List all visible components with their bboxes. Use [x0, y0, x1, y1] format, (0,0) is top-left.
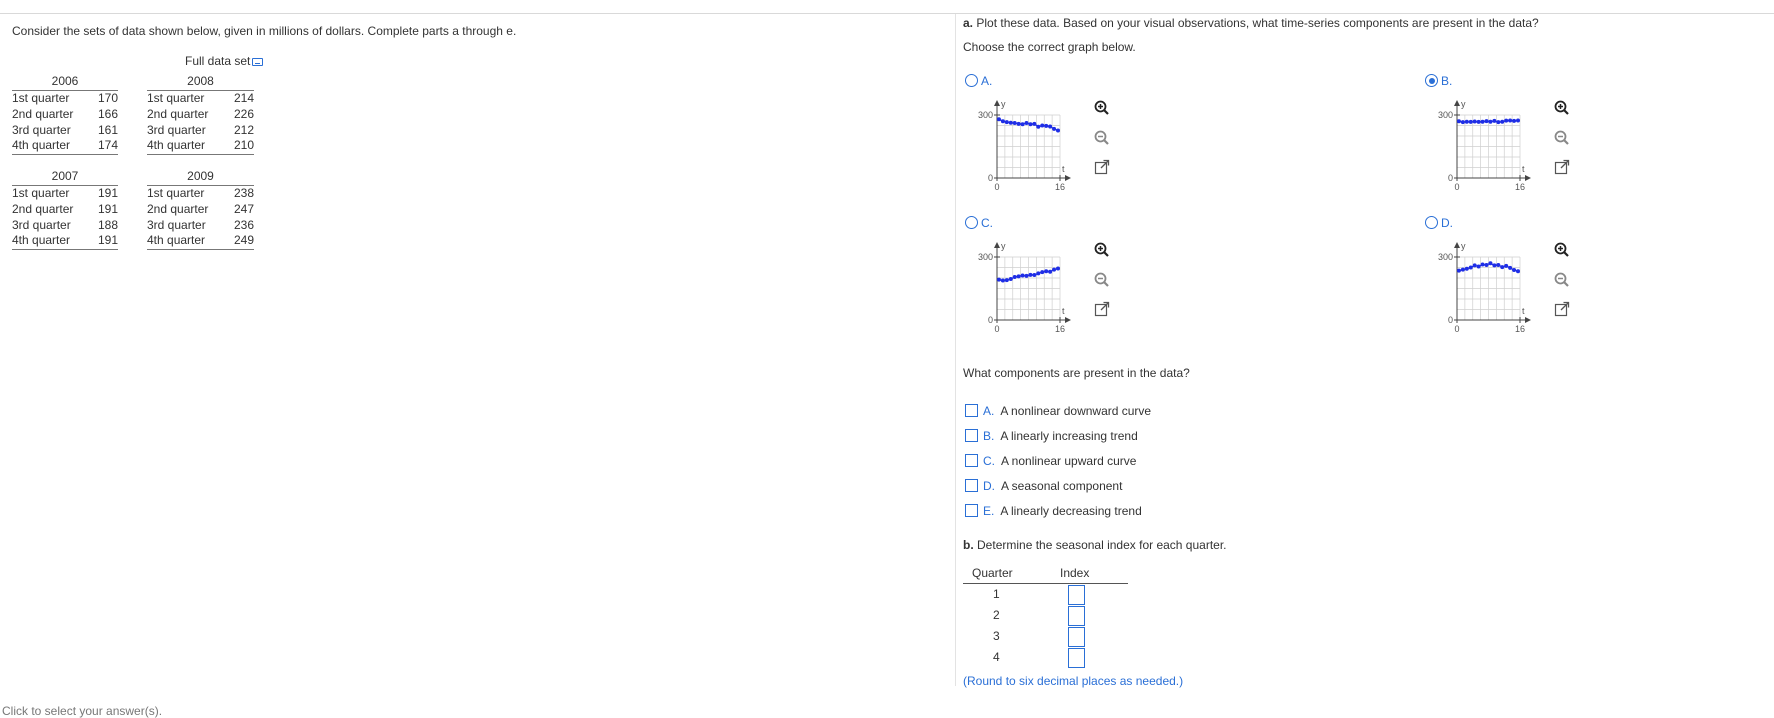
- lens-handle: [1104, 282, 1108, 286]
- quarter-label: 1st quarter: [147, 90, 205, 105]
- seasonal-index-table: [963, 564, 1128, 668]
- data-point: [1056, 267, 1060, 271]
- x-tick-label: 16: [1054, 324, 1066, 334]
- lens-handle: [1564, 140, 1568, 144]
- graph-option-b[interactable]: [1425, 74, 1452, 88]
- option-letter: B.: [1441, 74, 1453, 88]
- index-row: [963, 626, 1128, 647]
- y-axis-arrow: [1454, 242, 1460, 248]
- option-letter: A.: [981, 74, 993, 88]
- quarter-value: 191: [97, 185, 118, 200]
- x-axis-name: t: [1522, 164, 1525, 174]
- data-point: [1469, 266, 1473, 270]
- select-answer-hint: Click to select your answer(s).: [2, 704, 163, 718]
- x-axis-arrow: [1065, 317, 1071, 323]
- data-point: [1040, 124, 1044, 128]
- y-tick-label: 300: [1437, 252, 1453, 262]
- component-option-b[interactable]: [965, 429, 1138, 443]
- popup-window-icon: [252, 58, 263, 66]
- checkbox-icon[interactable]: [965, 454, 978, 467]
- x-tick-label: 0: [994, 182, 1000, 192]
- data-point: [1017, 274, 1021, 278]
- x-axis-arrow: [1525, 317, 1531, 323]
- y-axis-name: y: [1461, 99, 1466, 109]
- y-axis-name: y: [1001, 241, 1006, 251]
- index-input-q3[interactable]: [1068, 627, 1085, 647]
- data-point: [1457, 119, 1461, 123]
- y-tick-label: 300: [977, 110, 993, 120]
- y-axis-name: y: [1461, 241, 1466, 251]
- checkbox-icon[interactable]: [965, 404, 978, 417]
- data-point: [1473, 263, 1477, 267]
- y-axis-name: y: [1001, 99, 1006, 109]
- quarter-label: 2nd quarter: [147, 201, 209, 216]
- data-point: [1009, 121, 1013, 125]
- option-letter: D.: [983, 479, 995, 493]
- components-question: What components are present in the data?: [963, 366, 1190, 380]
- data-point: [1485, 119, 1489, 123]
- panel-divider: [955, 14, 956, 686]
- data-point: [1044, 269, 1048, 273]
- table-year: 2006: [12, 74, 118, 90]
- data-point: [1032, 122, 1036, 126]
- data-point: [1504, 264, 1508, 268]
- quarter-label: 4th quarter: [12, 138, 97, 154]
- zoom-out-icon-glyph: [1552, 128, 1572, 148]
- quarter-value: 249: [233, 233, 254, 248]
- option-letter: E.: [983, 504, 995, 518]
- part-a-label: a.: [963, 16, 974, 30]
- zoom-out-icon[interactable]: [1092, 128, 1112, 148]
- quarter-number: 2: [993, 608, 1000, 622]
- zoom-out-icon[interactable]: [1552, 128, 1572, 148]
- quarter-value: 170: [97, 90, 118, 105]
- full-data-set-label: Full data set: [185, 54, 251, 68]
- zoom-in-icon-glyph: [1092, 240, 1112, 260]
- data-point: [1001, 119, 1005, 123]
- open-new-window-icon[interactable]: [1552, 157, 1572, 177]
- lens-handle: [1564, 282, 1568, 286]
- data-point: [1056, 129, 1060, 133]
- option-text: A nonlinear downward curve: [1000, 404, 1152, 418]
- zoom-out-icon[interactable]: [1092, 270, 1112, 290]
- data-point: [1005, 120, 1009, 124]
- option-letter: B.: [983, 429, 995, 443]
- zoom-in-icon-glyph: [1552, 98, 1572, 118]
- quarter-value: 236: [233, 217, 254, 232]
- zoom-in-icon[interactable]: [1552, 240, 1572, 260]
- open-new-window-icon-glyph: [1092, 157, 1112, 177]
- index-input-q2[interactable]: [1068, 606, 1085, 626]
- quarter-value: 174: [97, 138, 118, 153]
- x-tick-label: 0: [994, 324, 1000, 334]
- data-point: [1481, 263, 1485, 267]
- data-point: [1496, 120, 1500, 124]
- data-point: [1461, 120, 1465, 124]
- data-point: [1512, 268, 1516, 272]
- checkbox-icon[interactable]: [965, 429, 978, 442]
- data-point: [1465, 120, 1469, 124]
- radio-icon[interactable]: [965, 74, 978, 87]
- graph-option-d[interactable]: [1425, 216, 1453, 230]
- quarter-label: 3rd quarter: [12, 217, 71, 232]
- zoom-out-icon-glyph: [1092, 128, 1112, 148]
- data-point: [1052, 127, 1056, 131]
- quarter-label: 4th quarter: [147, 138, 232, 154]
- rounding-note: (Round to six decimal places as needed.): [963, 674, 1184, 688]
- y-tick-label: 0: [1447, 315, 1453, 325]
- quarter-label: 2nd quarter: [147, 106, 209, 121]
- data-point: [1028, 273, 1032, 277]
- data-point: [1504, 119, 1508, 123]
- component-option-e[interactable]: [965, 504, 1142, 518]
- component-option-a[interactable]: [965, 404, 1151, 418]
- graph-c: [967, 240, 1077, 340]
- quarter-value: 238: [233, 185, 254, 200]
- data-point: [1496, 263, 1500, 267]
- data-point: [1508, 266, 1512, 270]
- option-text: A linearly increasing trend: [1000, 429, 1138, 443]
- part-a-question: [963, 16, 1539, 30]
- x-axis-arrow: [1065, 175, 1071, 181]
- quarter-value: 212: [233, 122, 254, 137]
- zoom-out-icon-glyph: [1092, 270, 1112, 290]
- quarter-value: 191: [97, 201, 118, 216]
- index-row: [963, 647, 1128, 668]
- lens-handle: [1564, 110, 1568, 114]
- y-tick-label: 300: [1437, 110, 1453, 120]
- data-point: [1025, 121, 1029, 125]
- data-point: [1044, 124, 1048, 128]
- table-year: 2008: [147, 74, 254, 90]
- data-point: [1473, 120, 1477, 124]
- part-a-text: Plot these data. Based on your visual observations, what time-series components are present in the data?: [976, 16, 1539, 30]
- data-point: [1048, 125, 1052, 129]
- seasonal-index-header: [963, 564, 1128, 584]
- index-column-header: Index: [1060, 566, 1090, 580]
- index-row: [963, 605, 1128, 626]
- data-point: [1465, 267, 1469, 271]
- data-point: [1001, 279, 1005, 283]
- table-year: 2007: [12, 169, 118, 185]
- y-axis-arrow: [994, 100, 1000, 106]
- part-b-text: Determine the seasonal index for each quarter.: [977, 538, 1227, 552]
- data-table-2009: [147, 169, 254, 250]
- quarter-column-header: Quarter: [972, 566, 1013, 580]
- data-point: [1516, 118, 1520, 122]
- data-point: [1013, 121, 1017, 125]
- data-point: [1005, 278, 1009, 282]
- open-new-window-icon-glyph: [1552, 299, 1572, 319]
- choose-graph-instruction: Choose the correct graph below.: [963, 40, 1136, 54]
- part-b-question: [963, 538, 1227, 552]
- index-input-q1[interactable]: [1068, 585, 1085, 605]
- x-tick-label: 16: [1514, 324, 1526, 334]
- quarter-label: 4th quarter: [12, 233, 97, 249]
- x-axis-arrow: [1525, 175, 1531, 181]
- zoom-in-icon-glyph: [1092, 98, 1112, 118]
- open-new-window-icon[interactable]: [1092, 299, 1112, 319]
- quarter-value: 166: [97, 106, 118, 121]
- lens-handle: [1564, 252, 1568, 256]
- option-letter: A.: [983, 404, 995, 418]
- data-point: [1485, 263, 1489, 267]
- data-point: [1481, 120, 1485, 124]
- data-point: [1500, 120, 1504, 124]
- lens-handle: [1104, 110, 1108, 114]
- checkbox-icon[interactable]: [965, 479, 978, 492]
- question-prompt: Consider the sets of data shown below, given in millions of dollars. Complete parts a through e.: [12, 24, 517, 38]
- data-point: [1021, 273, 1025, 277]
- quarter-number: 3: [993, 629, 1000, 643]
- table-year: 2009: [147, 169, 254, 185]
- quarter-value: 214: [233, 90, 254, 105]
- data-point: [1013, 275, 1017, 279]
- open-new-window-icon-glyph: [1092, 299, 1112, 319]
- data-point: [1492, 263, 1496, 267]
- zoom-in-icon[interactable]: [1552, 98, 1572, 118]
- open-new-window-icon-glyph: [1552, 157, 1572, 177]
- radio-icon[interactable]: [1425, 216, 1438, 229]
- data-point: [1469, 120, 1473, 124]
- graph-d: [1427, 240, 1537, 340]
- option-text: A linearly decreasing trend: [1000, 504, 1142, 518]
- data-point: [1500, 265, 1504, 269]
- y-axis-arrow: [994, 242, 1000, 248]
- open-new-window-icon[interactable]: [1552, 299, 1572, 319]
- lens-handle: [1104, 140, 1108, 144]
- quarter-value: 161: [97, 122, 118, 137]
- graph-b: [1427, 98, 1537, 198]
- quarter-label: 3rd quarter: [147, 217, 206, 232]
- quarter-label: 4th quarter: [147, 233, 232, 249]
- x-axis-name: t: [1062, 306, 1065, 316]
- y-tick-label: 300: [977, 252, 993, 262]
- data-table-2007: [12, 169, 118, 250]
- y-tick-label: 0: [987, 315, 993, 325]
- x-tick-label: 16: [1514, 182, 1526, 192]
- zoom-in-icon[interactable]: [1092, 98, 1112, 118]
- data-point: [1512, 119, 1516, 123]
- quarter-label: 1st quarter: [12, 90, 70, 105]
- x-axis-name: t: [1062, 164, 1065, 174]
- quarter-number: 4: [993, 650, 1000, 664]
- data-point: [1036, 271, 1040, 275]
- data-point: [1032, 273, 1036, 277]
- option-letter: D.: [1441, 216, 1453, 230]
- x-tick-label: 0: [1454, 182, 1460, 192]
- zoom-out-icon[interactable]: [1552, 270, 1572, 290]
- data-point: [1025, 274, 1029, 278]
- option-letter: C.: [983, 454, 995, 468]
- data-point: [1477, 120, 1481, 124]
- data-point: [1477, 264, 1481, 268]
- quarter-value: 247: [233, 201, 254, 216]
- x-tick-label: 16: [1054, 182, 1066, 192]
- zoom-out-icon-glyph: [1552, 270, 1572, 290]
- y-axis-arrow: [1454, 100, 1460, 106]
- graph-option-a[interactable]: [965, 74, 992, 88]
- part-b-label: b.: [963, 538, 974, 552]
- quarter-label: 2nd quarter: [12, 201, 74, 216]
- data-point: [1457, 269, 1461, 273]
- option-letter: C.: [981, 216, 993, 230]
- graph-option-c[interactable]: [965, 216, 993, 230]
- data-point: [1028, 122, 1032, 126]
- quarter-value: 226: [233, 106, 254, 121]
- zoom-in-icon-glyph: [1552, 240, 1572, 260]
- lens-handle: [1104, 252, 1108, 256]
- option-text: A seasonal component: [1001, 479, 1123, 493]
- radio-selected-icon[interactable]: [1425, 74, 1438, 87]
- quarter-label: 3rd quarter: [147, 122, 206, 137]
- quarter-number: 1: [993, 587, 1000, 601]
- data-point: [1461, 268, 1465, 272]
- data-point: [1492, 119, 1496, 123]
- data-point: [1040, 270, 1044, 274]
- data-table-2006: [12, 74, 118, 155]
- index-input-q4[interactable]: [1068, 648, 1085, 668]
- data-table-2008: [147, 74, 254, 155]
- data-point: [1488, 261, 1492, 265]
- quarter-value: 210: [233, 138, 254, 153]
- index-row: [963, 584, 1128, 605]
- radio-icon[interactable]: [965, 216, 978, 229]
- quarter-value: 191: [97, 233, 118, 248]
- quarter-label: 1st quarter: [147, 185, 205, 200]
- component-option-d[interactable]: [965, 479, 1122, 493]
- full-data-set-link[interactable]: [185, 54, 263, 68]
- x-axis-name: t: [1522, 306, 1525, 316]
- quarter-value: 188: [97, 217, 118, 232]
- data-point: [1508, 118, 1512, 122]
- data-point: [997, 278, 1001, 282]
- data-point: [1488, 120, 1492, 124]
- data-point: [1017, 122, 1021, 126]
- top-rule: [0, 13, 1774, 14]
- data-point: [1516, 269, 1520, 273]
- data-point: [1009, 277, 1013, 281]
- quarter-label: 3rd quarter: [12, 122, 71, 137]
- graph-a: [967, 98, 1077, 198]
- quarter-label: 2nd quarter: [12, 106, 74, 121]
- data-point: [1021, 122, 1025, 126]
- data-point: [997, 117, 1001, 121]
- data-point: [1036, 125, 1040, 129]
- data-point: [1048, 270, 1052, 274]
- open-new-window-icon[interactable]: [1092, 157, 1112, 177]
- checkbox-icon[interactable]: [965, 504, 978, 517]
- y-tick-label: 0: [1447, 173, 1453, 183]
- data-point: [1052, 268, 1056, 272]
- quarter-label: 1st quarter: [12, 185, 70, 200]
- zoom-in-icon[interactable]: [1092, 240, 1112, 260]
- option-text: A nonlinear upward curve: [1001, 454, 1137, 468]
- x-tick-label: 0: [1454, 324, 1460, 334]
- component-option-c[interactable]: [965, 454, 1136, 468]
- y-tick-label: 0: [987, 173, 993, 183]
